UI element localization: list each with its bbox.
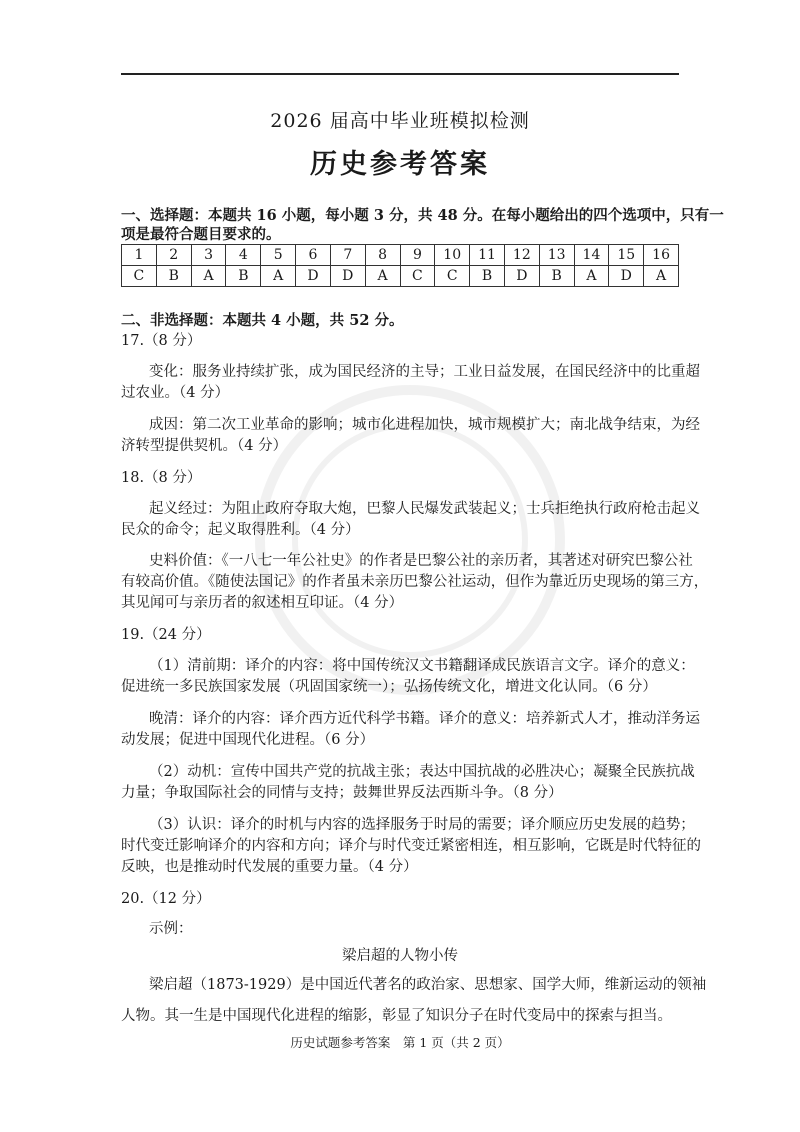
q17-change-line1: 变化：服务业持续扩张，成为国民经济的主导；工业日益发展，在国民经济中的比重超 <box>149 364 700 380</box>
question-number-cell: 2 <box>156 245 191 266</box>
q20-example-label: 示例： <box>149 921 193 937</box>
doc-title: 历史参考答案 <box>310 149 490 180</box>
q18-label: 18.（8 分） <box>121 470 202 486</box>
q20-essay-line1: 梁启超（1873-1929）是中国近代著名的政治家、思想家、国学大师，维新运动的领袖 <box>149 977 707 993</box>
answer-cell: C <box>435 266 470 287</box>
answer-cell: B <box>470 266 505 287</box>
question-number-cell: 10 <box>435 245 470 266</box>
q19-part1-line2: 促进统一多民族国家发展（巩固国家统一）；弘扬传统文化，增进文化认同。（6 分） <box>121 679 657 695</box>
q19-part1-line1: （1）清前期：译介的内容：将中国传统汉文书籍翻译成民族语言文字。译介的意义： <box>149 658 695 674</box>
answer-cell: D <box>296 266 331 287</box>
q17-cause-line2: 济转型提供契机。（4 分） <box>121 438 288 454</box>
question-number-cell: 15 <box>609 245 644 266</box>
question-number-cell: 9 <box>400 245 435 266</box>
answer-table-answer-row <box>122 266 679 287</box>
answer-cell: B <box>539 266 574 287</box>
q19-part3-line1: （3）认识：译介的时机与内容的选择服务于时局的需要；译介顺应历史发展的趋势； <box>149 817 695 833</box>
q19-part3-line3: 反映，也是推动时代发展的重要力量。（4 分） <box>121 859 418 875</box>
question-number-cell: 14 <box>574 245 609 266</box>
question-number-cell: 12 <box>504 245 539 266</box>
q19-part3-line2: 时代变迁影响译介的内容和方向；译介与时代变迁紧密相连，相互影响，它既是时代特征的 <box>121 838 701 854</box>
q17-change-line2: 过农业。（4 分） <box>121 385 230 401</box>
question-number-cell: 13 <box>539 245 574 266</box>
answer-cell: B <box>226 266 261 287</box>
page-footer: 历史试题参考答案 第 1 页（共 2 页） <box>290 1035 510 1050</box>
q18-process-line1: 起义经过：为阻止政府夺取大炮，巴黎人民爆发武装起义；士兵拒绝执行政府枪击起义 <box>149 501 700 517</box>
answer-cell: D <box>504 266 539 287</box>
answer-cell: A <box>261 266 296 287</box>
answer-cell: B <box>156 266 191 287</box>
q18-process-line2: 民众的命令；起义取得胜利。（4 分） <box>121 522 360 538</box>
q19-part2-line1: （2）动机：宣传中国共产党的抗战主张；表达中国抗战的必胜决心；凝聚全民族抗战 <box>149 764 695 780</box>
question-number-cell: 6 <box>296 245 331 266</box>
q18-value-line1: 史料价值：《一八七一年公社史》的作者是巴黎公社的亲历者，其著述对研究巴黎公社 <box>149 553 693 569</box>
answer-cell: A <box>644 266 679 287</box>
answer-cell: A <box>191 266 226 287</box>
answer-cell: D <box>330 266 365 287</box>
exam-title: 2026 届高中毕业班模拟检测 <box>270 110 530 132</box>
q17-cause-line1: 成因：第二次工业革命的影响；城市化进程加快，城市规模扩大；南北战争结束，为经 <box>149 417 700 433</box>
question-number-cell: 16 <box>644 245 679 266</box>
answer-cell: A <box>574 266 609 287</box>
answer-cell: A <box>365 266 400 287</box>
q19-late-qing-line1: 晚清：译介的内容：译介西方近代科学书籍。译介的意义：培养新式人才，推动洋务运 <box>149 711 700 727</box>
q19-part2-line2: 力量；争取国际社会的同情与支持；鼓舞世界反法西斯斗争。（8 分） <box>121 785 563 801</box>
top-rule <box>121 73 679 75</box>
section1-heading-line2: 项是最符合题目要求的。 <box>121 226 281 243</box>
answer-table-number-row <box>122 245 679 266</box>
q20-essay-line2: 人物。其一生是中国现代化进程的缩影，彰显了知识分子在时代变局中的探索与担当。 <box>121 1008 672 1024</box>
q18-value-line2: 有较高价值。《随使法国记》的作者虽未亲历巴黎公社运动，但作为靠近历史现场的第三方， <box>121 574 709 590</box>
section1-heading-line1: 一、选择题：本题共 16 小题，每小题 3 分，共 48 分。在每小题给出的四个选项中，只有一 <box>121 207 724 224</box>
q20-label: 20.（12 分） <box>121 891 211 907</box>
question-number-cell: 11 <box>470 245 505 266</box>
answer-cell: C <box>122 266 157 287</box>
question-number-cell: 7 <box>330 245 365 266</box>
q20-essay-title: 梁启超的人物小传 <box>342 948 458 964</box>
section2-heading: 二、非选择题：本题共 4 小题，共 52 分。 <box>121 312 404 329</box>
question-number-cell: 5 <box>261 245 296 266</box>
answer-cell: D <box>609 266 644 287</box>
q19-label: 19.（24 分） <box>121 627 211 643</box>
q17-label: 17.（8 分） <box>121 333 202 349</box>
q19-late-qing-line2: 动发展；促进中国现代化进程。（6 分） <box>121 732 375 748</box>
question-number-cell: 4 <box>226 245 261 266</box>
question-number-cell: 1 <box>122 245 157 266</box>
answer-cell: C <box>400 266 435 287</box>
answer-table <box>121 244 679 287</box>
question-number-cell: 3 <box>191 245 226 266</box>
q18-value-line3: 其见闻可与亲历者的叙述相互印证。（4 分） <box>121 595 404 611</box>
question-number-cell: 8 <box>365 245 400 266</box>
